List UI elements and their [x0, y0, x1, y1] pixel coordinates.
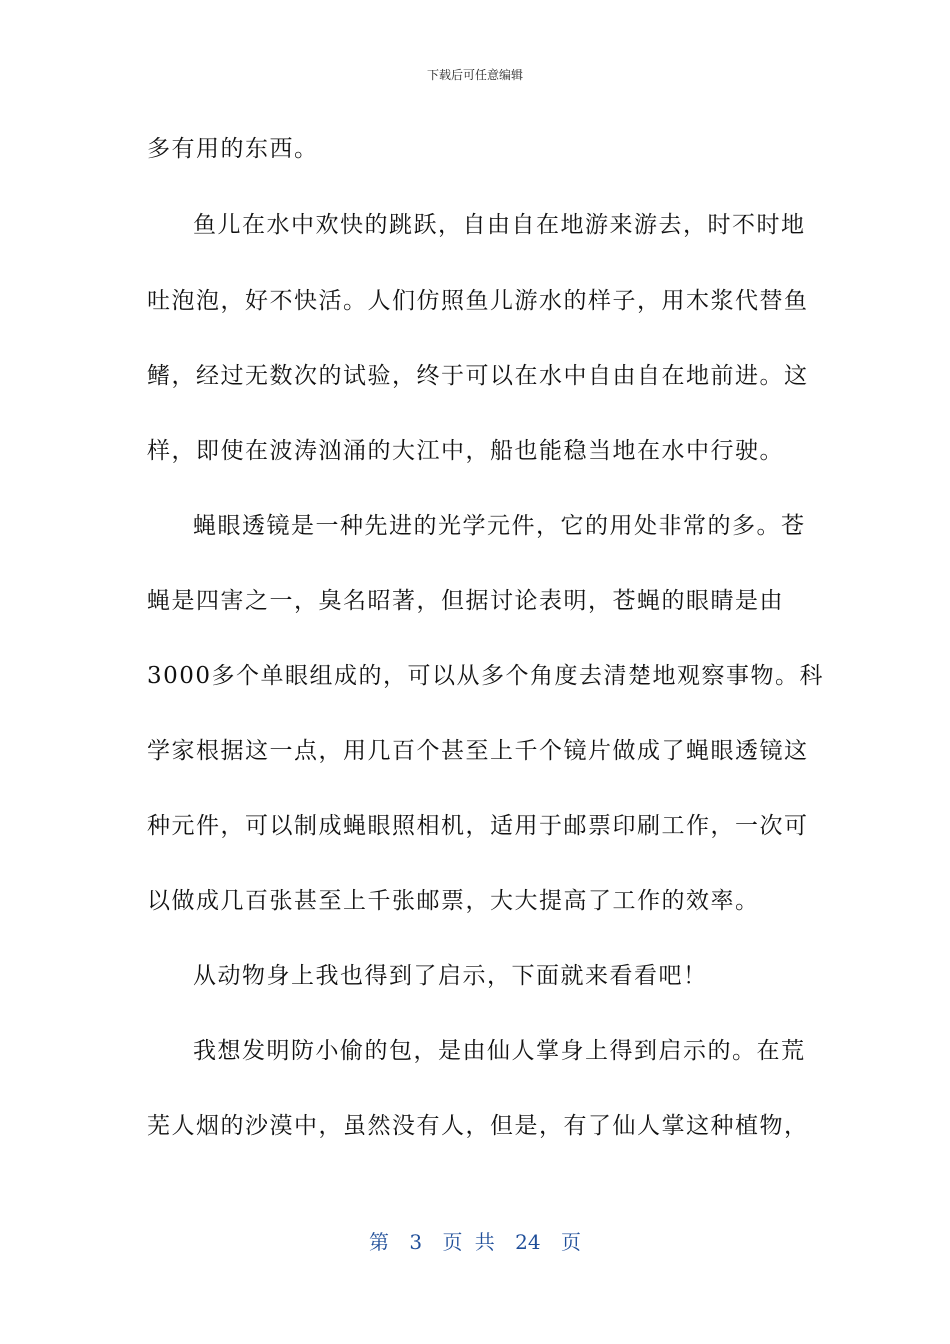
footer-total-pages: 24 [515, 1230, 541, 1254]
footer-current-page: 3 [409, 1230, 423, 1254]
text-line: 以做成几百张甚至上千张邮票，大大提高了工作的效率。 [147, 888, 760, 914]
text-line: 从动物身上我也得到了启示，下面就来看看吧！ [193, 963, 708, 989]
text-line: 芜人烟的沙漠中，虽然没有人，但是，有了仙人掌这种植物， [147, 1113, 809, 1139]
text-line: 蝇是四害之一，臭名昭著，但据讨论表明，苍蝇的眼睛是由 [147, 588, 784, 614]
footer-prefix: 第 [369, 1230, 389, 1254]
text-line: 蝇眼透镜是一种先进的光学元件，它的用处非常的多。苍 [193, 513, 806, 539]
text-line: 我想发明防小偷的包，是由仙人掌身上得到启示的。在荒 [193, 1038, 806, 1064]
text-line: 样，即使在波涛汹涌的大江中，船也能稳当地在水中行驶。 [147, 438, 784, 464]
page-header: 下载后可任意编辑 [426, 68, 523, 82]
text-line: 多有用的东西。 [147, 136, 319, 162]
text-line: 吐泡泡，好不快活。人们仿照鱼儿游水的样子，用木浆代替鱼 [147, 288, 809, 314]
text-line: 学家根据这一点，用几百个甚至上千个镜片做成了蝇眼透镜这 [147, 738, 809, 764]
text-line: 种元件，可以制成蝇眼照相机，适用于邮票印刷工作，一次可 [147, 813, 809, 839]
text-line: 鳍，经过无数次的试验，终于可以在水中自由自在地前进。这 [147, 363, 809, 389]
footer-suffix: 页 [560, 1230, 581, 1254]
text-line: 鱼儿在水中欢快的跳跃，自由自在地游来游去，时不时地 [193, 212, 806, 238]
page-number-footer [0, 1226, 950, 1255]
text-line: 3000多个单眼组成的，可以从多个角度去清楚地观察事物。科 [147, 663, 825, 689]
footer-middle: 页 共 [442, 1230, 495, 1254]
